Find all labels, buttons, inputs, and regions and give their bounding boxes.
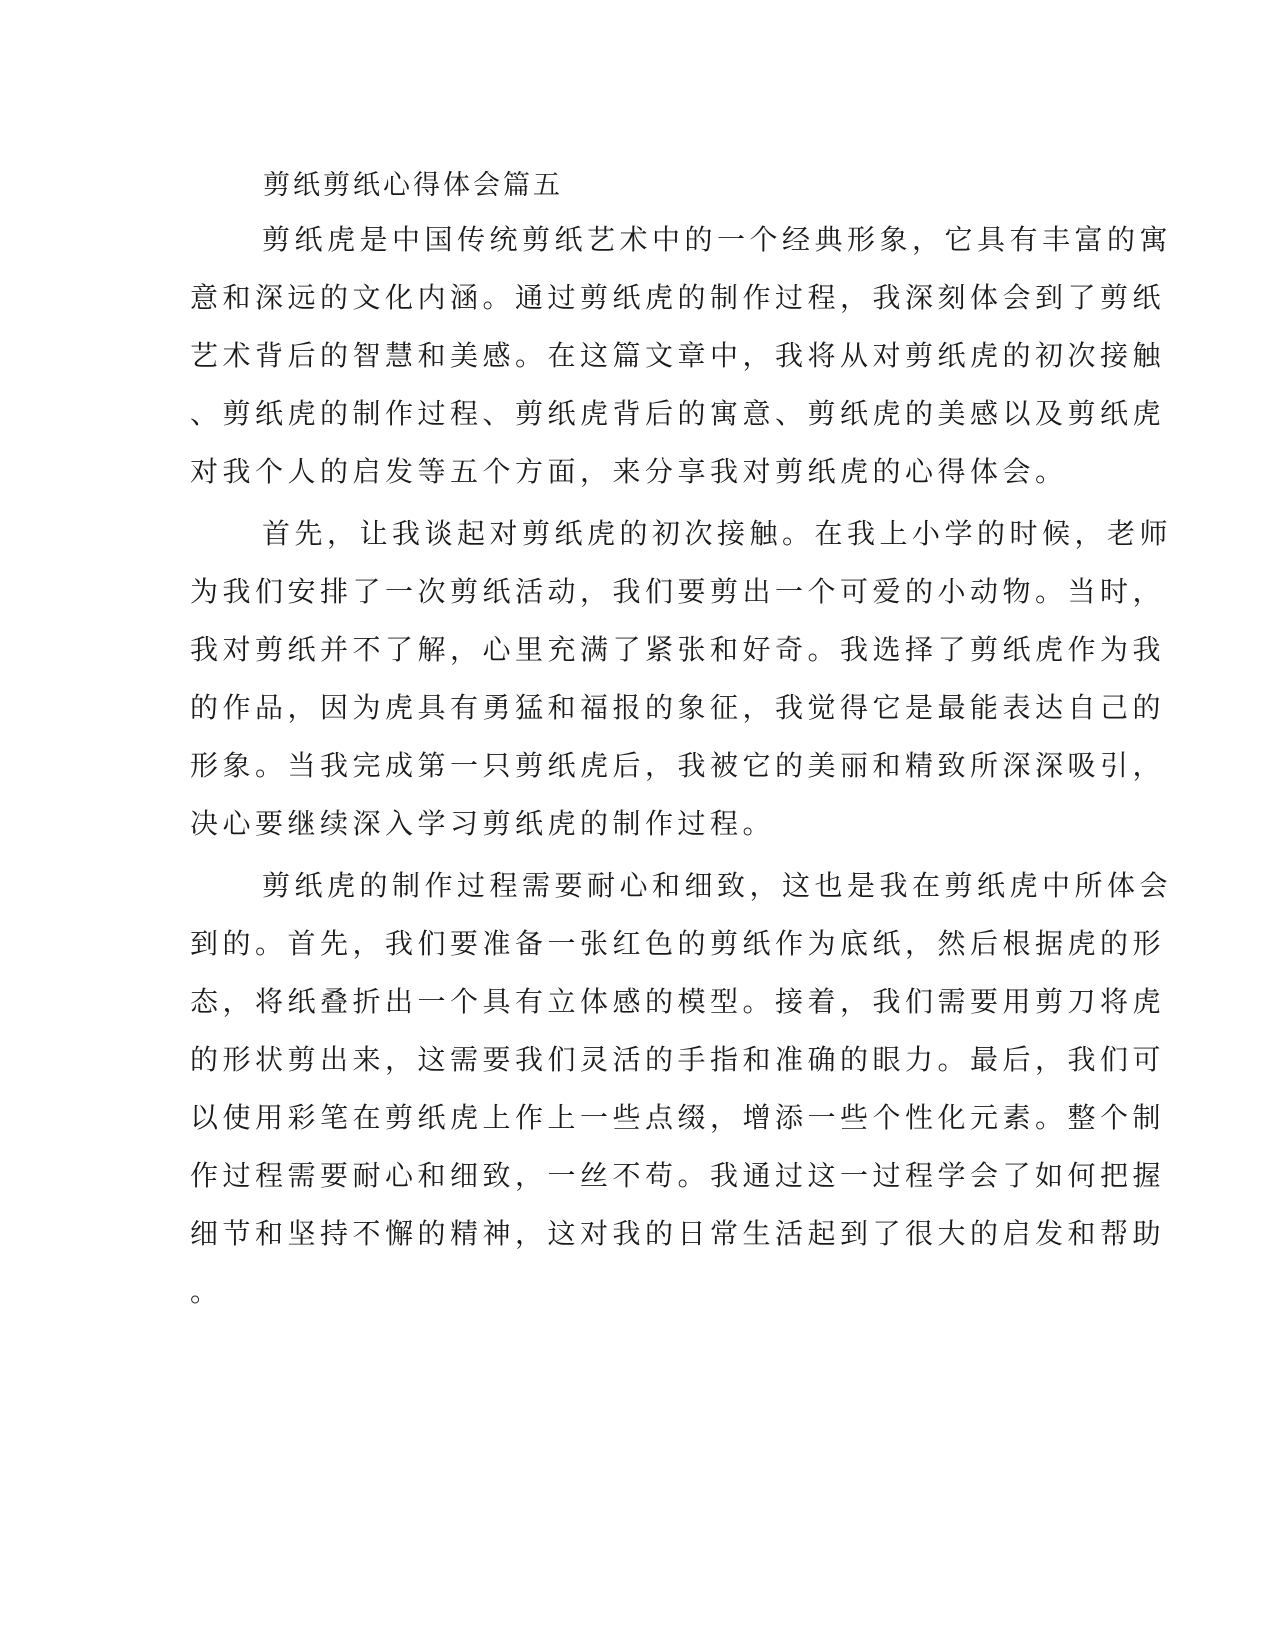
paragraph-line: 首先，让我谈起对剪纸虎的初次接触。在我上小学的时候，老师 — [262, 517, 1173, 550]
paragraph-line: 态，将纸叠折出一个具有立体感的模型。接着，我们需要用剪刀将虎 — [190, 985, 1166, 1018]
paragraph-line: 对我个人的启发等五个方面，来分享我对剪纸虎的心得体会。 — [190, 455, 1068, 488]
paragraph-line: 以使用彩笔在剪纸虎上作上一些点缀，增添一些个性化元素。整个制 — [190, 1101, 1166, 1134]
paragraph-line: 的作品，因为虎具有勇猛和福报的象征，我觉得它是最能表达自己的 — [190, 691, 1166, 724]
paragraph-line: 、剪纸虎的制作过程、剪纸虎背后的寓意、剪纸虎的美感以及剪纸虎 — [190, 397, 1166, 430]
paragraph-line: 剪纸虎是中国传统剪纸艺术中的一个经典形象，它具有丰富的寓 — [262, 223, 1173, 256]
paragraph-line: 形象。当我完成第一只剪纸虎后，我被它的美丽和精致所深深吸引， — [190, 749, 1166, 782]
paragraph-line: 为我们安排了一次剪纸活动，我们要剪出一个可爱的小动物。当时， — [190, 575, 1166, 608]
paragraph-line: 作过程需要耐心和细致，一丝不苟。我通过这一过程学会了如何把握 — [190, 1159, 1166, 1192]
paragraph-line: 决心要继续深入学习剪纸虎的制作过程。 — [190, 807, 776, 840]
paragraph-line: 剪纸虎的制作过程需要耐心和细致，这也是我在剪纸虎中所体会 — [262, 869, 1173, 902]
paragraph-line: 艺术背后的智慧和美感。在这篇文章中，我将从对剪纸虎的初次接触 — [190, 339, 1166, 372]
heading-text: 剪纸剪纸心得体会篇五 — [263, 170, 563, 201]
paragraph-line: 我对剪纸并不了解，心里充满了紧张和好奇。我选择了剪纸虎作为我 — [190, 633, 1166, 666]
paragraph-line: 细节和坚持不懈的精神，这对我的日常生活起到了很大的启发和帮助 — [190, 1217, 1166, 1250]
paragraph-line: 到的。首先，我们要准备一张红色的剪纸作为底纸，然后根据虎的形 — [190, 927, 1166, 960]
paragraph-line: 意和深远的文化内涵。通过剪纸虎的制作过程，我深刻体会到了剪纸 — [190, 281, 1166, 314]
paragraph-line: 。 — [190, 1275, 223, 1308]
paragraph-line: 的形状剪出来，这需要我们灵活的手指和准确的眼力。最后，我们可 — [190, 1043, 1166, 1076]
